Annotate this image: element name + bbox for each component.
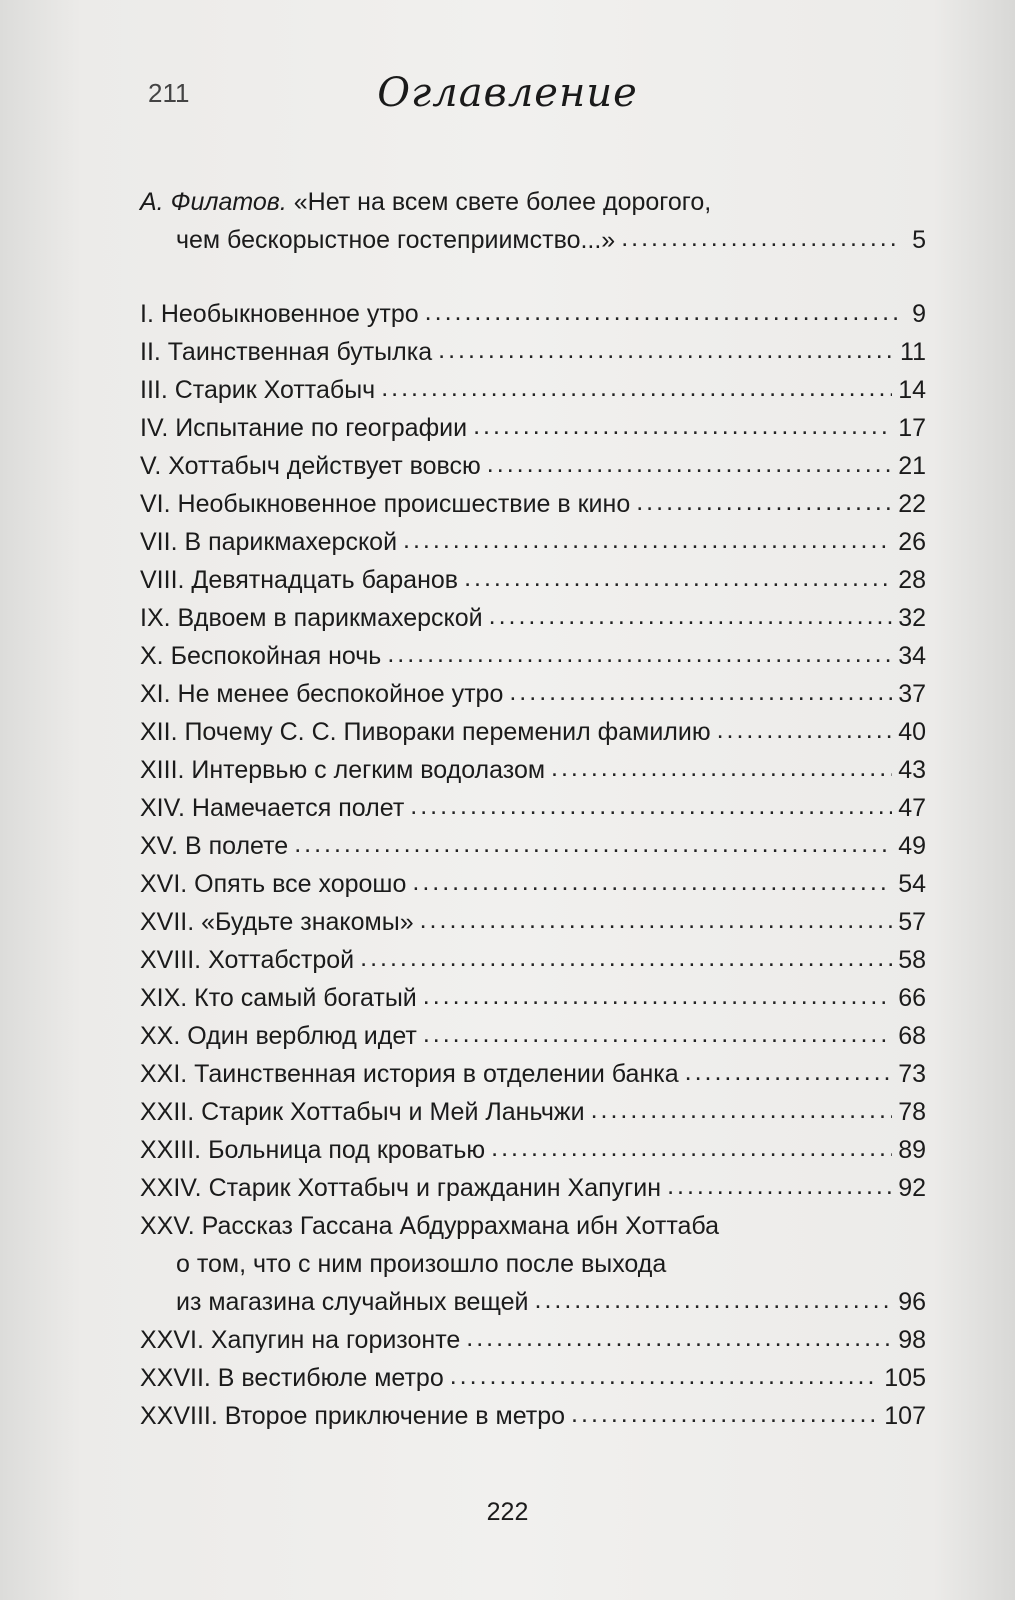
dot-leader: [294, 825, 892, 863]
chapter-title: VIII. Девятнадцать баранов: [140, 566, 459, 594]
toc-entry: [140, 371, 926, 409]
dot-leader: [491, 1129, 892, 1167]
toc-entry: [140, 409, 926, 447]
dot-leader: [487, 445, 892, 483]
table-of-contents: [140, 183, 926, 1435]
chapter-title: XIII. Интервью с легким водолазом: [140, 756, 546, 784]
chapter-title: XXIV. Старик Хоттабыч и гражданин Хапугин: [140, 1174, 662, 1202]
page-number: 9: [912, 300, 926, 328]
toc-entry: [140, 1397, 926, 1435]
toc-entry: [140, 751, 926, 789]
dot-leader: [473, 407, 892, 445]
page-number: 28: [898, 566, 926, 594]
dot-leader: [387, 635, 892, 673]
page-number: 22: [898, 490, 926, 518]
dot-leader: [571, 1395, 878, 1433]
chapter-list: [140, 295, 926, 1435]
dot-leader: [535, 1281, 893, 1319]
page-number: 78: [898, 1098, 926, 1126]
chapter-title: IX. Вдвоем в парикмахерской: [140, 604, 483, 632]
chapter-title: I. Необыкновенное утро: [140, 300, 419, 328]
page-number: 57: [898, 908, 926, 936]
page-number: 32: [898, 604, 926, 632]
chapter-title: III. Старик Хоттабыч: [140, 376, 376, 404]
dot-leader: [509, 673, 892, 711]
toc-entry: [140, 1055, 926, 1093]
dot-leader: [591, 1091, 893, 1129]
page-number: 40: [898, 718, 926, 746]
page-number: 37: [898, 680, 926, 708]
page-number: 21: [898, 452, 926, 480]
chapter-title: XIV. Намечается полет: [140, 794, 405, 822]
dot-leader: [360, 939, 892, 977]
dot-leader: [685, 1053, 893, 1091]
dot-leader: [636, 483, 892, 521]
toc-entry-preface: [140, 183, 926, 259]
chapter-title: V. Хоттабыч действует вовсю: [140, 452, 481, 480]
chapter-title: II. Таинственная бутылка: [140, 338, 433, 366]
page-number: 98: [898, 1326, 926, 1354]
page-number: 54: [898, 870, 926, 898]
dot-leader: [667, 1167, 892, 1205]
chapter-title: XVI. Опять все хорошо: [140, 870, 407, 898]
toc-entry: [140, 561, 926, 599]
chapter-title: XXV. Рассказ Гассана Абдуррахмана ибн Хоттаба: [140, 1212, 720, 1240]
page-number: 17: [898, 414, 926, 442]
chapter-title: XVII. «Будьте знакомы»: [140, 908, 414, 936]
chapter-title: XIX. Кто самый богатый: [140, 984, 417, 1012]
page-title: Оглавление: [377, 70, 638, 116]
dot-leader: [489, 597, 893, 635]
page-number: 73: [898, 1060, 926, 1088]
running-header-fragment: 211: [148, 78, 190, 108]
chapter-title: о том, что с ним произошло после выхода: [176, 1250, 667, 1278]
chapter-title: XXVIII. Второе приключение в метро: [140, 1402, 566, 1430]
chapter-title: XXII. Старик Хоттабыч и Мей Ланьчжи: [140, 1098, 585, 1126]
preface-title-line1: «Нет на всем свете более дорогого,: [293, 188, 712, 216]
toc-entry: [140, 675, 926, 713]
chapter-title: XV. В полете: [140, 832, 289, 860]
toc-entry: [140, 637, 926, 675]
dot-leader: [381, 369, 892, 407]
page-number: 47: [898, 794, 926, 822]
dot-leader: [420, 901, 893, 939]
page-number: 43: [898, 756, 926, 784]
toc-entry: [140, 1321, 926, 1359]
page-number: 105: [884, 1364, 926, 1392]
toc-entry: [140, 599, 926, 637]
page-number: 96: [898, 1288, 926, 1316]
dot-leader: [450, 1357, 879, 1395]
dot-leader: [466, 1319, 892, 1357]
chapter-title: VII. В парикмахерской: [140, 528, 398, 556]
chapter-title: XXVI. Хапугин на горизонте: [140, 1326, 461, 1354]
toc-entry: [140, 713, 926, 751]
toc-entry: [140, 979, 926, 1017]
chapter-title: из магазина случайных вещей: [176, 1288, 529, 1316]
page-number: 92: [898, 1174, 926, 1202]
dot-leader: [425, 293, 900, 331]
page-number: 26: [898, 528, 926, 556]
chapter-title: XX. Один верблюд идет: [140, 1022, 417, 1050]
preface-title-line2: чем бескорыстное гостеприимство...»: [176, 226, 616, 254]
page-number: 68: [898, 1022, 926, 1050]
page-number: 11: [900, 338, 926, 366]
toc-entry: [140, 1131, 926, 1169]
chapter-title: X. Беспокойная ночь: [140, 642, 382, 670]
toc-entry: [140, 523, 926, 561]
toc-entry: [140, 1169, 926, 1207]
page-number: 89: [898, 1136, 926, 1164]
dot-leader: [410, 787, 892, 825]
chapter-title: XXVII. В вестибюле метро: [140, 1364, 444, 1392]
toc-entry: [140, 295, 926, 333]
chapter-title: XXIII. Больница под кроватью: [140, 1136, 486, 1164]
toc-entry: [140, 447, 926, 485]
dot-leader: [717, 711, 893, 749]
toc-entry: [140, 827, 926, 865]
dot-leader: [412, 863, 892, 901]
toc-entry: [140, 903, 926, 941]
dot-leader: [621, 219, 900, 257]
page-number: 34: [898, 642, 926, 670]
dot-leader: [464, 559, 892, 597]
toc-entry: [140, 1207, 926, 1321]
chapter-title: XXI. Таинственная история в отделении банка: [140, 1060, 679, 1088]
chapter-title: IV. Испытание по географии: [140, 414, 468, 442]
dot-leader: [551, 749, 892, 787]
toc-entry: [140, 941, 926, 979]
toc-entry: [140, 1017, 926, 1055]
page-number-footer: 222: [486, 1498, 529, 1526]
chapter-title: XII. Почему С. С. Пивораки переменил фамилию: [140, 718, 711, 746]
page-number: 58: [898, 946, 926, 974]
toc-entry: [140, 1093, 926, 1131]
page-number: 107: [884, 1402, 926, 1430]
page-number: 66: [898, 984, 926, 1012]
page-number: 14: [898, 376, 926, 404]
page-number: 49: [898, 832, 926, 860]
chapter-title: XI. Не менее беспокойное утро: [140, 680, 504, 708]
chapter-title: XVIII. Хоттабстрой: [140, 946, 355, 974]
page-number: 5: [912, 226, 926, 254]
dot-leader: [423, 977, 892, 1015]
toc-entry: [140, 789, 926, 827]
dot-leader: [438, 331, 894, 369]
chapter-title: VI. Необыкновенное происшествие в кино: [140, 490, 631, 518]
toc-entry: [140, 1359, 926, 1397]
dot-leader: [423, 1015, 892, 1053]
toc-entry: [140, 333, 926, 371]
dot-leader: [403, 521, 892, 559]
toc-entry: [140, 865, 926, 903]
toc-entry: [140, 485, 926, 523]
preface-author: А. Филатов.: [140, 188, 287, 216]
